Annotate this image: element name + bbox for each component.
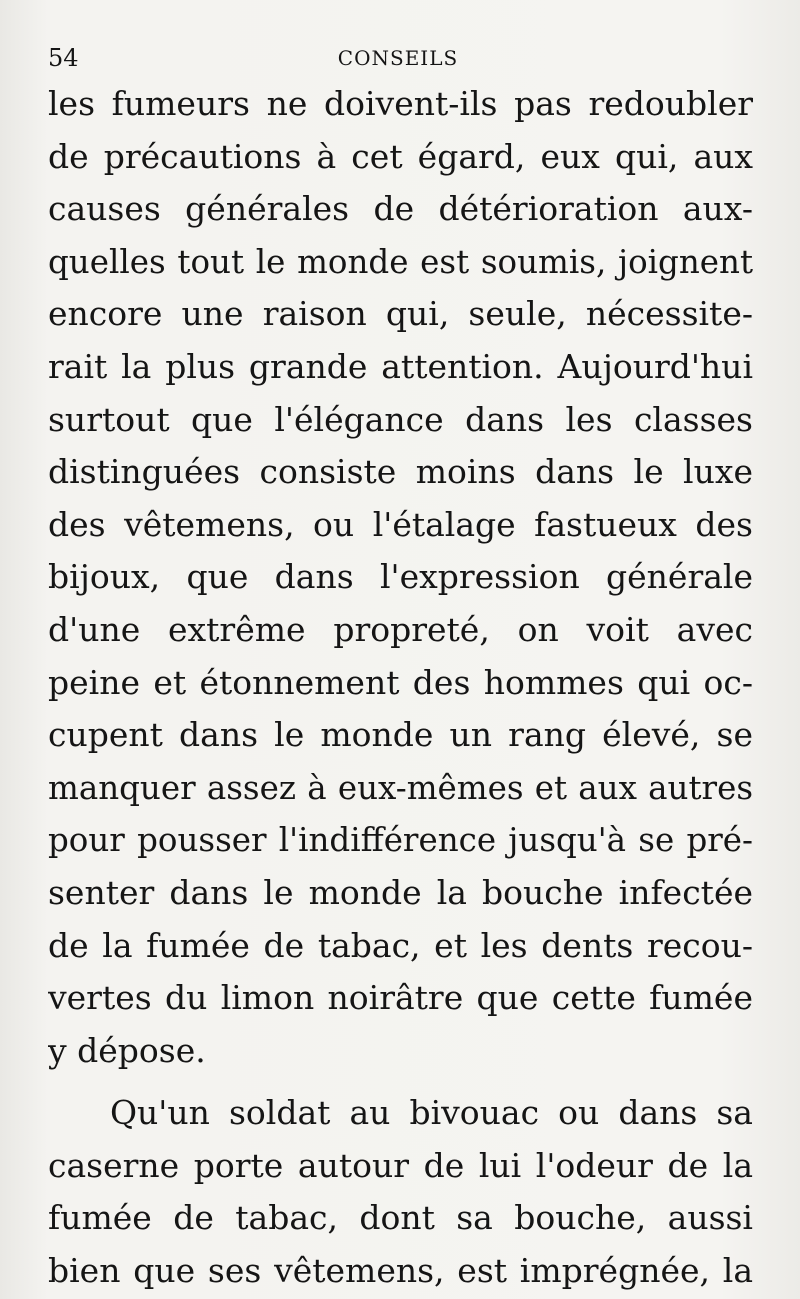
- text-line: bien que ses vêtemens, est imprégnée, la: [48, 1251, 753, 1291]
- body-text: [48, 78, 753, 1298]
- text-line: senter dans le monde la bouche infectée: [48, 872, 753, 912]
- text-line: de précautions à cet égard, eux qui, aux: [48, 136, 753, 176]
- running-head: CONSEILS: [337, 46, 459, 70]
- text-line: y dépose.: [48, 1030, 206, 1070]
- page-header: [48, 40, 748, 76]
- text-line: causes générales de détérioration aux-: [48, 189, 753, 229]
- text-line: pour pousser l'indifférence jusqu'à se pré-: [48, 821, 753, 860]
- text-line: de la fumée de tabac, et les dents recou-: [48, 925, 753, 965]
- text-line: peine et étonnement des hommes qui oc-: [48, 662, 753, 702]
- text-line: fumée de tabac, dont sa bouche, aussi: [48, 1198, 753, 1238]
- paragraph-1: [48, 78, 753, 1077]
- paragraph-gap: [48, 1077, 753, 1087]
- text-line: distinguées consiste moins dans le luxe: [48, 452, 753, 492]
- text-line: surtout que l'élégance dans les classes: [48, 399, 753, 439]
- text-line: quelles tout le monde est soumis, joignent: [48, 242, 753, 281]
- text-line: Qu'un soldat au bivouac ou dans sa: [110, 1093, 753, 1133]
- paragraph-2: [48, 1087, 753, 1297]
- text-line: les fumeurs ne doivent-ils pas redoubler: [48, 84, 753, 123]
- page-number: 54: [48, 44, 79, 72]
- text-line: rait la plus grande attention. Aujourd'hui: [48, 346, 753, 386]
- text-line: d'une extrême propreté, on voit avec: [48, 609, 753, 649]
- text-line: bijoux, que dans l'expression générale: [48, 557, 753, 597]
- text-line: vertes du limon noirâtre que cette fumée: [48, 978, 753, 1018]
- text-line: manquer assez à eux-mêmes et aux autres: [48, 768, 753, 807]
- text-line: cupent dans le monde un rang élevé, se: [48, 715, 753, 755]
- text-line: encore une raison qui, seule, nécessite-: [48, 294, 753, 334]
- text-line: des vêtemens, ou l'étalage fastueux des: [48, 504, 753, 544]
- text-line: caserne porte autour de lui l'odeur de la: [48, 1145, 753, 1185]
